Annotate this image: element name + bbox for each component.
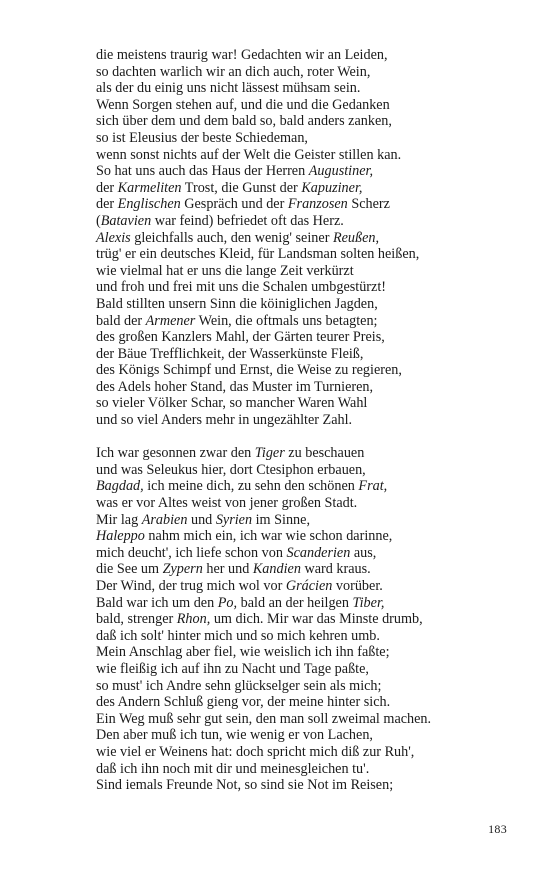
verse-text: Ich war gesonnen zwar den [96,445,255,462]
italic-name: Rhon, [176,611,211,628]
verse-line [96,412,516,429]
italic-name: Kapuziner, [301,179,363,196]
verse-text: der [96,179,118,196]
verse-line [96,180,516,197]
verse-text: aus, [350,544,377,561]
verse-line [96,761,516,778]
verse-text: Wenn Sorgen stehen auf, und die und die Gedanken [96,96,390,113]
italic-name: Augustiner, [308,163,374,180]
verse-line [96,628,516,645]
verse-text: wenn sonst nichts auf der Welt die Geister stillen kan. [96,146,402,163]
verse-line [96,727,516,744]
verse-line [96,362,516,379]
verse-text: wie viel er Weinens hat: doch spricht mich diß zur Ruh', [96,743,415,760]
verse-line [96,113,516,130]
verse-text: Trost, die Gunst der [181,179,302,196]
verse-line [96,213,516,230]
verse-line [96,230,516,247]
verse-text: ( [96,212,101,229]
verse-line [96,694,516,711]
page-number: 183 [488,822,507,836]
verse-line [96,279,516,296]
italic-name: Franzosen [287,196,348,213]
verse-text: so dachten warlich wir an dich auch, roter Wein, [96,63,371,80]
italic-name: Armener [145,312,196,329]
verse-text: des großen Kanzlers Mahl, der Gärten teurer Preis, [96,329,385,346]
verse-line [96,578,516,595]
verse-text: Mein Anschlag aber fiel, wie weislich ich ihn faßte; [96,644,390,661]
verse-line [96,80,516,97]
verse-text: wie vielmal hat er uns die lange Zeit verkürzt [96,262,354,279]
verse-line [96,246,516,263]
verse-text: und [187,511,216,528]
verse-line [96,644,516,661]
verse-line [96,545,516,562]
italic-name: Tiber, [352,594,385,611]
italic-name: Batavien [100,212,152,229]
italic-name: Frat, [358,478,388,495]
italic-name: Zypern [162,561,203,578]
verse-line [96,528,516,545]
italic-name: Scanderien [286,544,351,561]
verse-line [96,313,516,330]
verse-text: Den aber muß ich tun, wie wenig er von Lachen, [96,727,373,744]
verse-line [96,711,516,728]
stanza-1 [96,47,516,429]
verse-line [96,130,516,147]
verse-text: Wein, die oftmals uns betagten; [195,312,378,329]
verse-text: vorüber. [332,578,383,594]
verse-line [96,777,516,794]
italic-name: Kandien [252,561,301,578]
verse-text: und was Seleukus hier, dort Ctesiphon erbauen, [96,461,366,478]
verse-text: mich deucht', ich liefe schon von [96,544,287,561]
verse-line [96,678,516,695]
verse-text: war feind) befriedet oft das Herz. [151,212,344,229]
verse-text: Ein Weg muß sehr gut sein, den man soll zweimal machen. [96,710,432,727]
italic-name: Po, [217,594,238,611]
verse-text: zu beschauen [284,445,365,462]
verse-text: Der Wind, der trug mich wol vor [96,578,286,594]
verse-line [96,561,516,578]
verse-line [96,478,516,495]
verse-line [96,329,516,346]
verse-text: Mir lag [96,511,142,528]
verse-text: daß ich solt' hinter mich und so mich kehren umb. [96,627,380,644]
verse-text: trüg' er ein deutsches Kleid, für Landsman solten heißen, [96,246,420,263]
verse-text: um dich. Mir war das Minste drumb, [210,611,423,628]
verse-text: des Adels hoher Stand, das Muster im Turnieren, [96,378,374,395]
verse-line [96,163,516,180]
verse-line [96,379,516,396]
verse-line [96,661,516,678]
verse-text: her und [202,561,253,578]
verse-line [96,744,516,761]
verse-line [96,611,516,628]
italic-name: Karmeliten [117,179,182,196]
verse-text: und so viel Anders mehr in ungezählter Zahl. [96,412,353,429]
italic-name: Syrien [215,511,253,528]
verse-text: und froh und frei mit uns die Schalen umbgestürzt! [96,279,386,296]
verse-text: ward kraus. [300,561,371,578]
italic-name: Grácien [285,578,333,594]
italic-name: Haleppo [96,528,145,545]
verse-text: so must' ich Andre sehn glückselger sein als mich; [96,677,382,694]
stanza-break [96,429,516,446]
italic-name: Tiger [254,445,285,462]
verse-text: sich über dem und dem bald so, bald anders zanken, [96,113,392,130]
verse-text: daß ich ihn noch mit dir und meinesgleichen tu'. [96,760,370,777]
verse-text: so vieler Völker Schar, so mancher Waren Wahl [96,395,368,412]
verse-line [96,196,516,213]
verse-text: die meistens traurig war! Gedachten wir an Leiden, [96,47,388,63]
verse-line [96,495,516,512]
verse-line [96,263,516,280]
verse-line [96,395,516,412]
verse-text: Gespräch und der [180,196,288,213]
verse-text: im Sinne, [252,511,310,528]
verse-text: Sind iemals Freunde Not, so sind sie Not im Reisen; [96,777,394,794]
verse-text: was er vor Altes weist von jener großen Stadt. [96,495,358,512]
italic-name: Englischen [117,196,181,213]
verse-line [96,512,516,529]
verse-line [96,47,516,64]
verse-text: bald, strenger [96,611,177,628]
verse-text: die See um [96,561,163,578]
verse-line [96,595,516,612]
verse-text: ich meine dich, zu sehn den schönen [143,478,359,495]
verse-text: bald an der heilgen [237,594,353,611]
verse-text: des Königs Schimpf und Ernst, die Weise zu regieren, [96,362,402,379]
stanza-2 [96,445,516,793]
italic-name: Alexis [96,229,131,246]
verse-text: nahm mich ein, ich war wie schon darinne, [144,528,393,545]
verse-line [96,64,516,81]
verse-line [96,147,516,164]
italic-name: Bagdad, [96,478,144,495]
verse-line [96,462,516,479]
italic-name: Arabien [141,511,188,528]
poem-text [96,47,516,794]
verse-text: So hat uns auch das Haus der Herren [96,163,309,180]
verse-line [96,346,516,363]
verse-text: Bald war ich um den [96,594,218,611]
verse-text: gleichfalls auch, den wenig' seiner [130,229,333,246]
verse-text: so ist Eleusius der beste Schiedeman, [96,129,308,146]
verse-text: Scherz [347,196,390,213]
verse-text: wie fleißig ich auf ihn zu Nacht und Tage paßte, [96,660,369,677]
verse-text: der Bäue Trefflichkeit, der Wasserkünste Fleiß, [96,345,364,362]
italic-name: Reußen, [332,229,380,246]
verse-text: Bald stillten unsern Sinn die köiniglichen Jagden, [96,295,378,312]
verse-line [96,445,516,462]
verse-text: bald der [96,312,146,329]
verse-line [96,97,516,114]
verse-line [96,296,516,313]
verse-text: des Andern Schluß gieng vor, der meine hinter sich. [96,694,391,711]
verse-text: als der du einig uns nicht lässest mühsam sein. [96,80,361,97]
verse-text: der [96,196,118,213]
